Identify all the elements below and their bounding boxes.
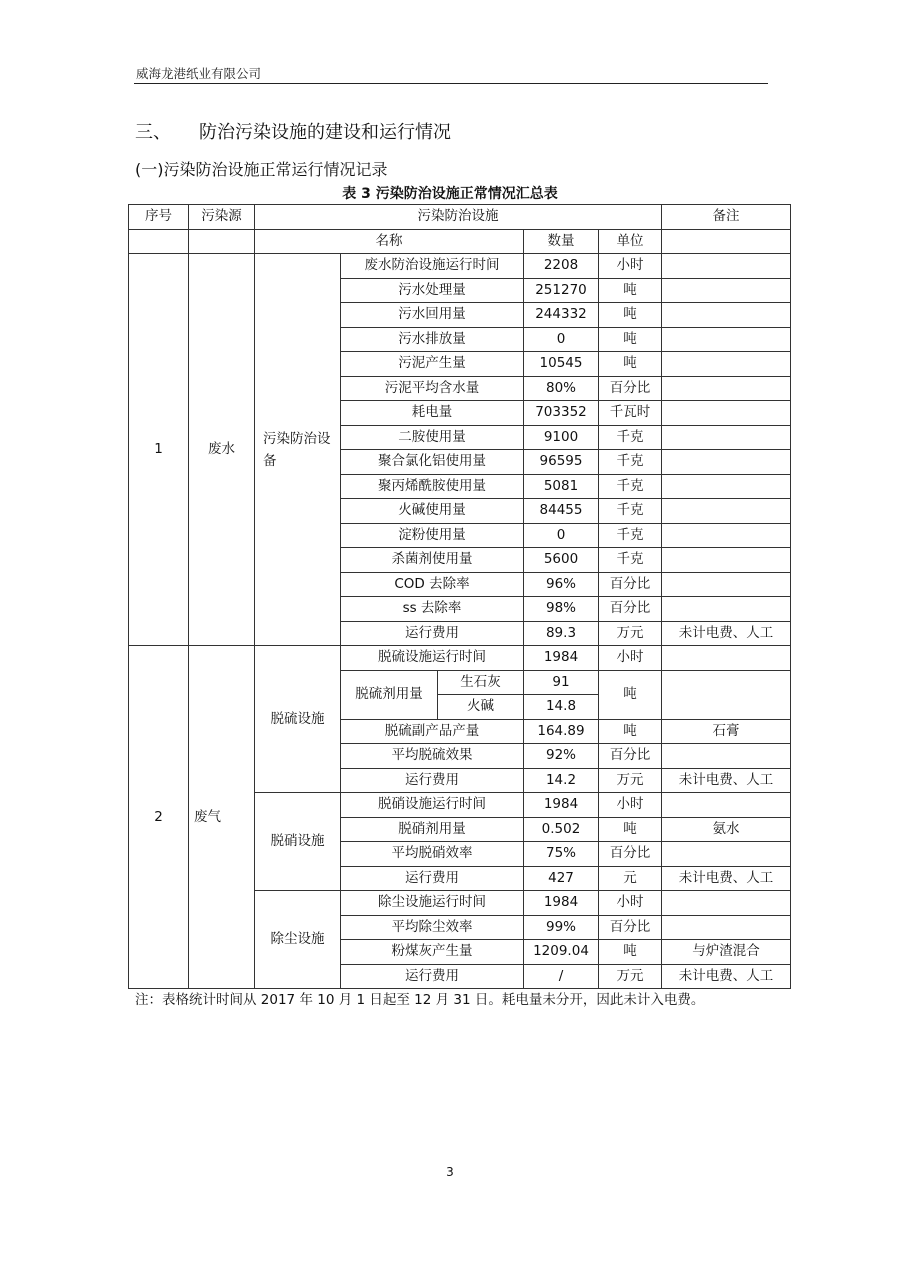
subheader-empty [662,229,791,254]
cell-remark [662,597,791,622]
cell-quantity: 0 [524,523,599,548]
cell-quantity: 99% [524,915,599,940]
cell-unit: 万元 [599,964,662,989]
cell-item-name: 脱硫副产品产量 [341,719,524,744]
section-heading [135,118,451,144]
cell-item-name: 淀粉使用量 [341,523,524,548]
cell-quantity: 2208 [524,254,599,279]
cell-remark [662,646,791,671]
cell-unit: 小时 [599,793,662,818]
cell-facility: 除尘设施 [255,891,341,989]
cell-unit: 吨 [599,940,662,965]
cell-unit: 百分比 [599,597,662,622]
cell-remark [662,450,791,475]
cell-remark: 未计电费、人工 [662,866,791,891]
table-body [129,205,791,989]
cell-unit: 万元 [599,768,662,793]
table-row [129,646,791,671]
cell-quantity: 244332 [524,303,599,328]
header-source: 污染源 [189,205,255,230]
cell-item-name: 二胺使用量 [341,425,524,450]
cell-unit: 百分比 [599,744,662,769]
cell-remark [662,842,791,867]
cell-item-name: 火碱使用量 [341,499,524,524]
cell-remark [662,499,791,524]
cell-unit: 百分比 [599,842,662,867]
cell-unit: 千克 [599,523,662,548]
section-number: 三、 [135,122,171,143]
cell-remark [662,744,791,769]
cell-quantity: 1984 [524,646,599,671]
cell-item-name: COD 去除率 [341,572,524,597]
header-divider [134,83,768,84]
cell-source: 废气 [189,646,255,989]
cell-remark: 未计电费、人工 [662,768,791,793]
cell-unit: 吨 [599,670,662,719]
cell-facility: 脱硝设施 [255,793,341,891]
cell-quantity: 92% [524,744,599,769]
cell-unit: 百分比 [599,915,662,940]
cell-quantity: 14.8 [524,695,599,720]
cell-unit: 小时 [599,254,662,279]
cell-remark [662,278,791,303]
cell-item-name: 平均脱硝效率 [341,842,524,867]
header-quantity: 数量 [524,229,599,254]
cell-unit: 千克 [599,425,662,450]
cell-source: 废水 [189,254,255,646]
subsection-heading: (一)污染防治设施正常运行情况记录 [135,160,388,179]
cell-remark [662,670,791,719]
cell-item-name: 耗电量 [341,401,524,426]
cell-unit: 千克 [599,548,662,573]
cell-unit: 千瓦时 [599,401,662,426]
cell-unit: 小时 [599,891,662,916]
cell-quantity: 0 [524,327,599,352]
cell-remark [662,303,791,328]
cell-remark [662,474,791,499]
cell-remark: 未计电费、人工 [662,621,791,646]
cell-item-name: ss 去除率 [341,597,524,622]
cell-quantity: 427 [524,866,599,891]
cell-unit: 吨 [599,817,662,842]
cell-remark [662,793,791,818]
cell-seq: 1 [129,254,189,646]
cell-quantity: 5081 [524,474,599,499]
cell-item-name: 污水处理量 [341,278,524,303]
cell-quantity: 703352 [524,401,599,426]
cell-remark [662,425,791,450]
cell-item-name: 脱硫设施运行时间 [341,646,524,671]
subheader-empty [189,229,255,254]
cell-quantity: 1984 [524,793,599,818]
cell-quantity: 91 [524,670,599,695]
cell-sub-item-name: 火碱 [438,695,524,720]
header-company-name: 威海龙港纸业有限公司 [136,66,262,81]
cell-item-name: 平均脱硫效果 [341,744,524,769]
cell-quantity: 89.3 [524,621,599,646]
cell-item-name: 运行费用 [341,621,524,646]
cell-item-name: 污泥平均含水量 [341,376,524,401]
cell-remark [662,523,791,548]
table-caption: 表 3 污染防治设施正常情况汇总表 [342,186,558,202]
cell-facility: 脱硫设施 [255,646,341,793]
cell-item-name: 废水防治设施运行时间 [341,254,524,279]
cell-item-name: 污泥产生量 [341,352,524,377]
header-remark: 备注 [662,205,791,230]
cell-unit: 吨 [599,303,662,328]
header-name: 名称 [255,229,524,254]
cell-item-name: 运行费用 [341,964,524,989]
cell-remark [662,401,791,426]
cell-item-name: 粉煤灰产生量 [341,940,524,965]
cell-unit: 百分比 [599,572,662,597]
cell-quantity: 1984 [524,891,599,916]
cell-quantity: 9100 [524,425,599,450]
header-unit: 单位 [599,229,662,254]
cell-item-name: 除尘设施运行时间 [341,891,524,916]
cell-unit: 吨 [599,327,662,352]
cell-remark [662,572,791,597]
cell-quantity: 98% [524,597,599,622]
cell-quantity: 10545 [524,352,599,377]
subheader-empty [129,229,189,254]
cell-unit: 千克 [599,499,662,524]
cell-item-name: 污水排放量 [341,327,524,352]
cell-remark [662,254,791,279]
cell-facility: 污染防治设备 [255,254,341,646]
table-row [129,254,791,279]
cell-quantity: 96% [524,572,599,597]
cell-quantity: 75% [524,842,599,867]
cell-item-name: 污水回用量 [341,303,524,328]
cell-item-name: 聚合氯化铝使用量 [341,450,524,475]
cell-item-name: 脱硫剂用量 [341,670,438,719]
cell-quantity: 84455 [524,499,599,524]
table-footnote: 注：表格统计时间从 2017 年 10 月 1 日起至 12 月 31 日。耗电量未分开，因此未计入电费。 [135,992,705,1008]
cell-unit: 千克 [599,474,662,499]
cell-remark [662,891,791,916]
cell-remark [662,915,791,940]
cell-quantity: 164.89 [524,719,599,744]
page-number: 3 [446,1165,454,1179]
cell-unit: 小时 [599,646,662,671]
cell-unit: 元 [599,866,662,891]
cell-remark [662,548,791,573]
cell-unit: 吨 [599,278,662,303]
cell-quantity: 251270 [524,278,599,303]
cell-item-name: 杀菌剂使用量 [341,548,524,573]
header-seq: 序号 [129,205,189,230]
cell-quantity: / [524,964,599,989]
section-title: 防治污染设施的建设和运行情况 [199,122,451,143]
cell-item-name: 运行费用 [341,768,524,793]
cell-unit: 百分比 [599,376,662,401]
pollution-facility-summary-table [128,204,791,989]
cell-remark: 石膏 [662,719,791,744]
cell-quantity: 80% [524,376,599,401]
cell-sub-item-name: 生石灰 [438,670,524,695]
cell-quantity: 0.502 [524,817,599,842]
cell-remark [662,327,791,352]
cell-item-name: 平均除尘效率 [341,915,524,940]
cell-quantity: 1209.04 [524,940,599,965]
cell-quantity: 14.2 [524,768,599,793]
cell-quantity: 5600 [524,548,599,573]
cell-unit: 吨 [599,719,662,744]
header-row [129,205,791,230]
cell-unit: 万元 [599,621,662,646]
cell-item-name: 聚丙烯酰胺使用量 [341,474,524,499]
cell-seq: 2 [129,646,189,989]
cell-remark: 未计电费、人工 [662,964,791,989]
cell-unit: 吨 [599,352,662,377]
header-facility: 污染防治设施 [255,205,662,230]
cell-item-name: 脱硝设施运行时间 [341,793,524,818]
cell-quantity: 96595 [524,450,599,475]
cell-remark [662,352,791,377]
cell-item-name: 运行费用 [341,866,524,891]
cell-remark [662,376,791,401]
subheader-row [129,229,791,254]
cell-unit: 千克 [599,450,662,475]
cell-remark: 氨水 [662,817,791,842]
cell-remark: 与炉渣混合 [662,940,791,965]
cell-item-name: 脱硝剂用量 [341,817,524,842]
